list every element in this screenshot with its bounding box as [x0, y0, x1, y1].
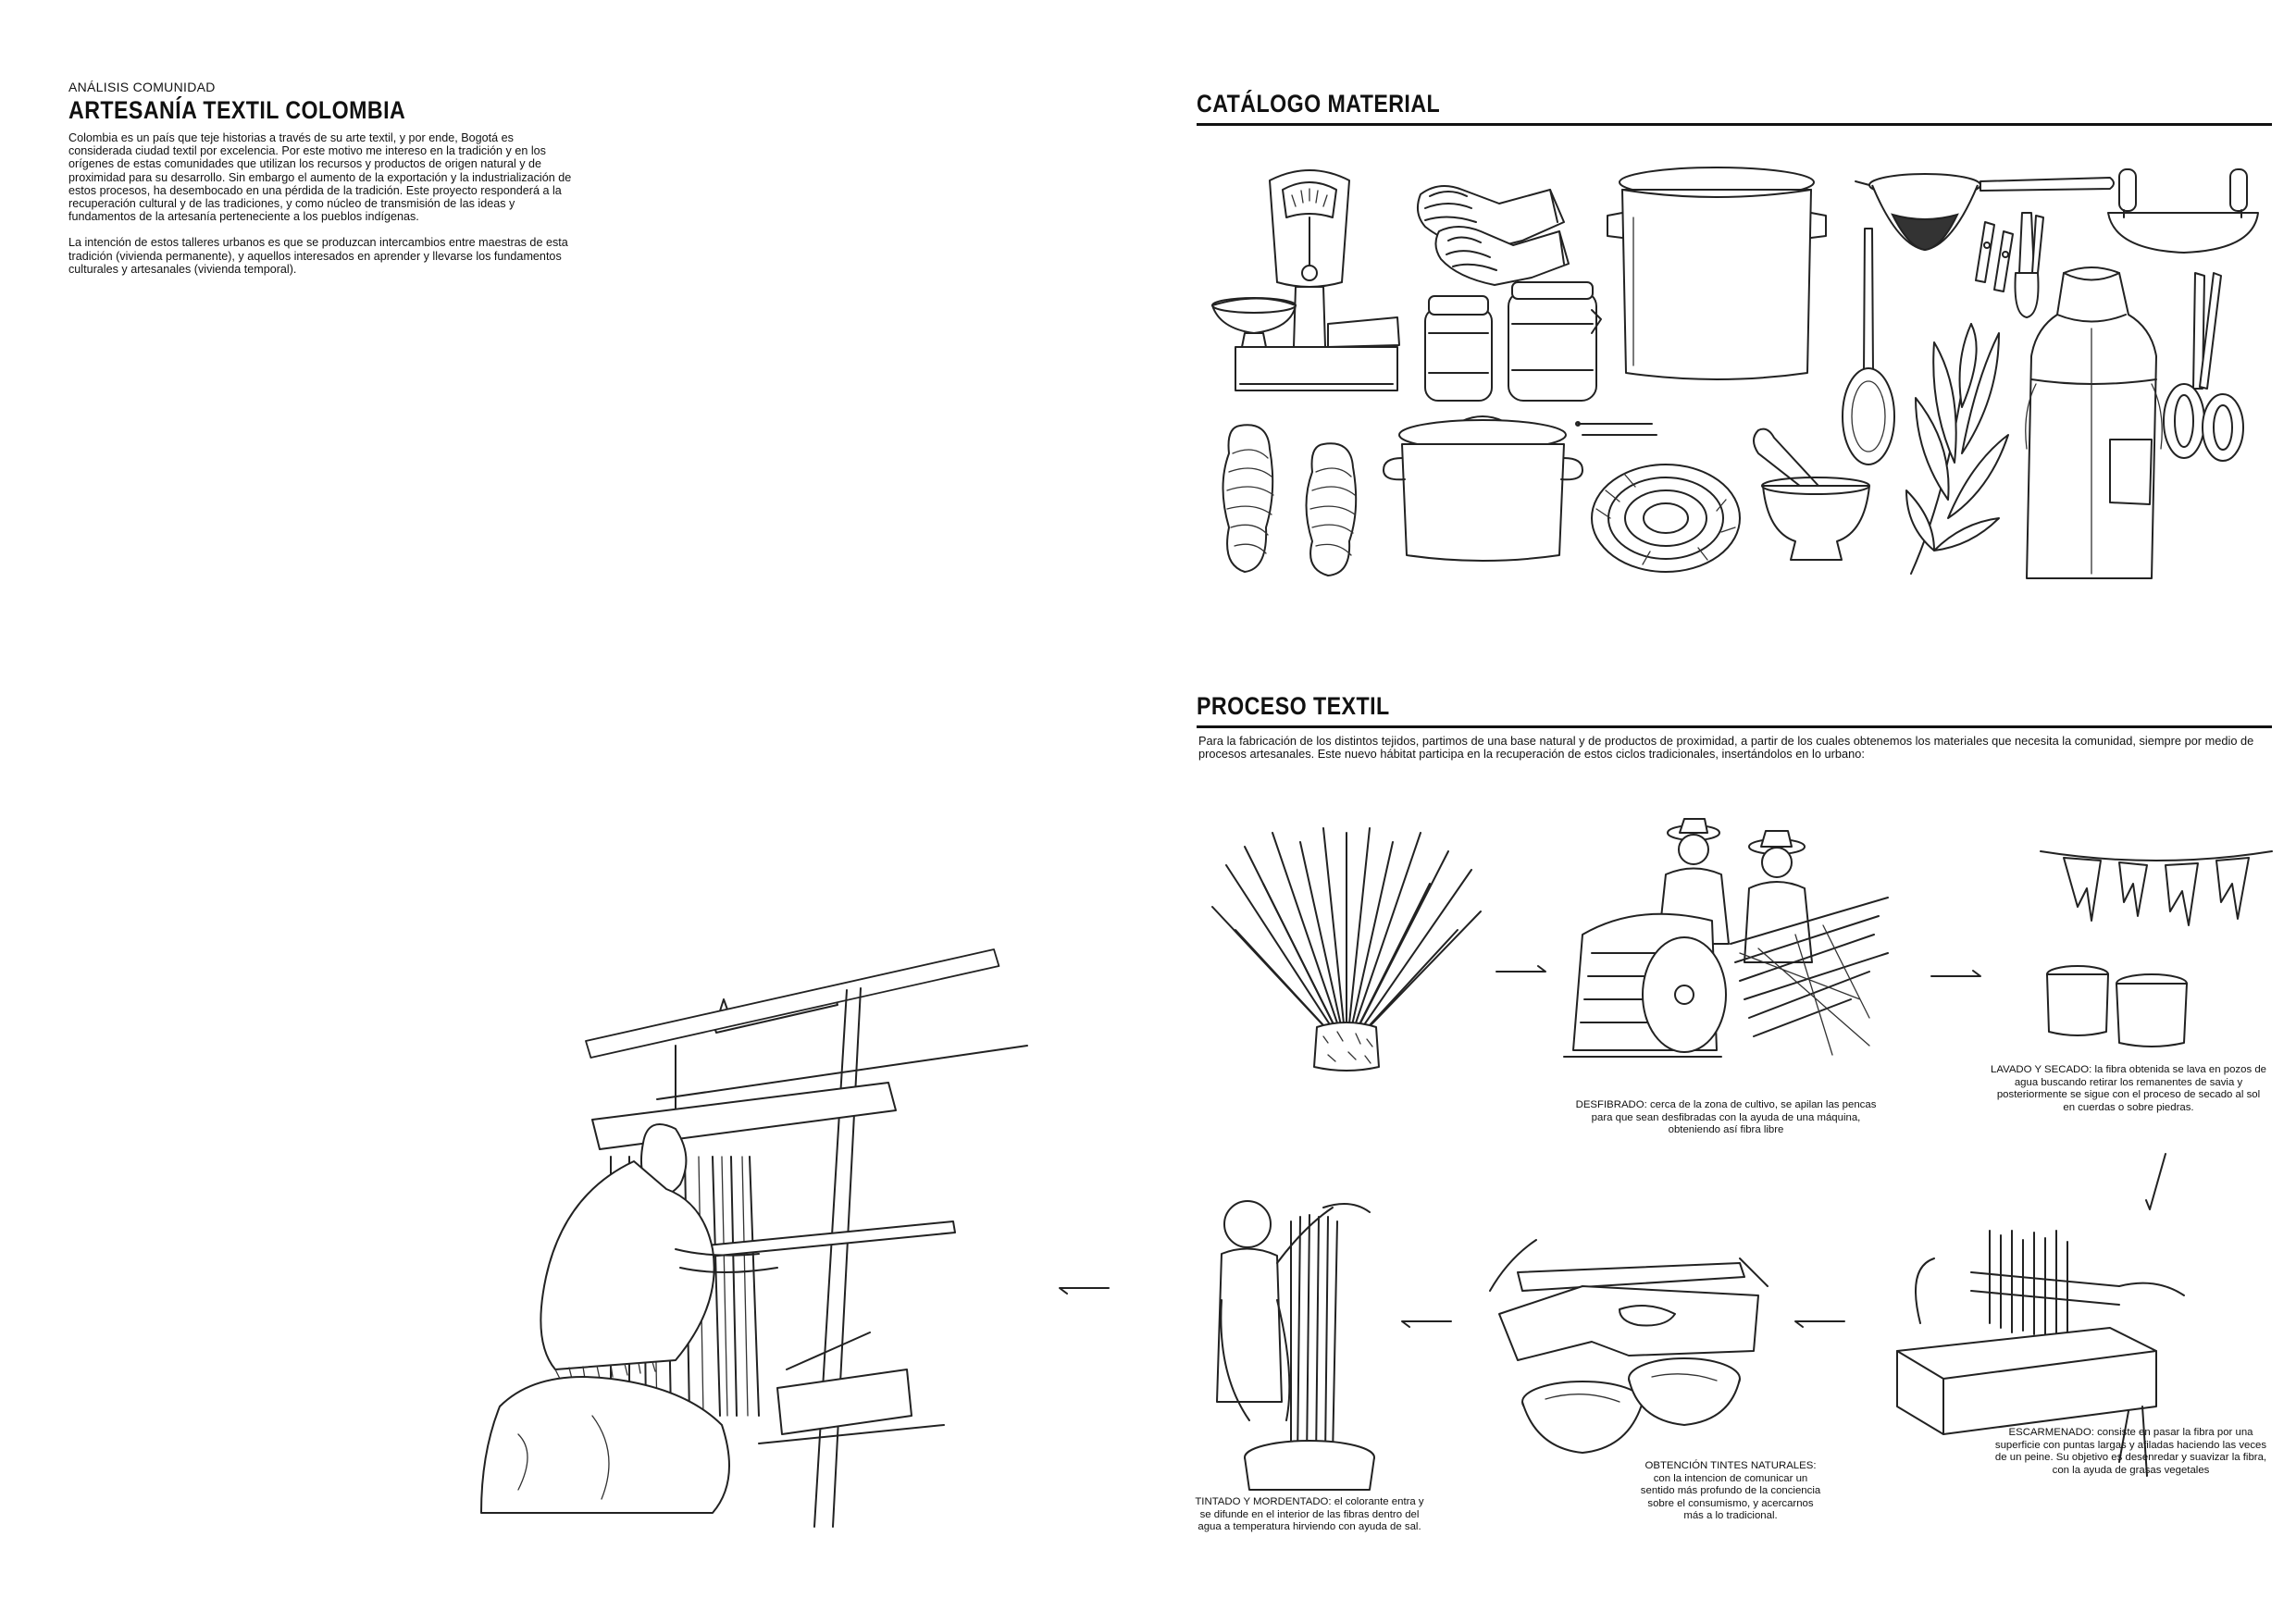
- mortar-pestle-illustration: [1744, 421, 1883, 569]
- scissors-illustration: [2156, 268, 2249, 467]
- process-title: PROCESO TEXTIL: [1197, 692, 1390, 720]
- lavado-secado-illustration: [2036, 837, 2277, 1046]
- process-divider: [1197, 725, 2272, 728]
- tintes-caption: OBTENCIÓN TINTES NATURALES: con la intencion de comunicar un sentido más profundo de la conciencia sobre el consumismo, y acercarnos más a lo tradicional.: [1640, 1460, 1821, 1522]
- scale-illustration: [1203, 162, 1416, 398]
- arrow-down: [2142, 1152, 2170, 1217]
- section-kicker: ANÁLISIS COMUNIDAD: [68, 80, 216, 94]
- intro-paragraph-1: Colombia es un país que teje historias a través de su arte textil, y por ende, Bogotá es considerada ciudad textil por excelencia. Por este motivo me intereso en la tradición y en los orígenes de estas comunidades que utilizan los recursos y productos de origen natural y de proximidad para su desarrollo. Sin embargo el aumento de la exportación y la industrialización de estos procesos, ha desembocado en una pérdida de la tradición. Este proyecto responderá a la recuperación cultural y de las tradiciones, y como núcleo de transmisión de las ideas y fundamentos de la artesanía perteneciente a los pueblos indígenas.: [68, 131, 572, 224]
- backstrap-loom-weaver-illustration: [481, 972, 1013, 1545]
- stock-pot-illustration: [1606, 162, 1828, 389]
- rope-coil-illustration: [1587, 453, 1749, 578]
- intro-text: [68, 131, 579, 276]
- yarn-skeins-illustration: [1212, 416, 1388, 578]
- catalog-title: CATÁLOGO MATERIAL: [1197, 90, 1441, 118]
- tintes-naturales-illustration: [1481, 1221, 1768, 1462]
- arrow-right-2: [1930, 967, 1985, 985]
- arrow-left-1: [1791, 1312, 1846, 1331]
- mezzaluna-knife-illustration: [2101, 162, 2267, 259]
- lavado-caption: LAVADO Y SECADO: la fibra obtenida se lava en pozos de agua buscando retirar los remanentes de savia y posteriormente se sigue con el proceso de secado al sol en cuerdas o sobre piedras.: [1990, 1064, 2266, 1113]
- tintado-caption: TINTADO Y MORDENTADO: el colorante entra y se difunde en el interior de las fibras dentro del agua a temperatura hirviendo con ayuda de sal.: [1195, 1496, 1424, 1533]
- apron-illustration: [2022, 264, 2161, 583]
- escarmenado-caption: ESCARMENADO: consiste en pasar la fibra por una superficie con puntas largas y afiladas haciendo las veces de un peine. Su objetivo es desenredar y suavizar la fibra, con la ayuda de grasas vegetales: [1994, 1427, 2267, 1476]
- process-intro-text: Para la fabricación de los distintos tejidos, partimos de una base natural y de productos de proximidad, a partir de los cuales obtenemos los materiales que necesita la comunidad, siempre por medio de procesos artesanales. Este nuevo hábitat participa en la recuperación de estos ciclos tradicionales, insertándolos en lo urbano:: [1198, 734, 2254, 762]
- jars-illustration: [1416, 282, 1610, 407]
- desfibrado-caption: DESFIBRADO: cerca de la zona de cultivo, se apilan las pencas para que sean desfibradas con la ayuda de una máquina, obteniendo así fibra libre: [1575, 1099, 1877, 1136]
- arrow-right-1: [1495, 962, 1550, 981]
- intro-paragraph-2: La intención de estos talleres urbanos es que se produzcan intercambios entre maestras de esta tradición (vivienda permanente), y aquellos interesados en aprender y llevarse los fundamentos culturales y artesanales (vivienda temporal).: [68, 236, 568, 276]
- needles-illustration: [1573, 416, 1661, 453]
- arrow-left-weaver: [1060, 1277, 1115, 1295]
- page-title: ARTESANÍA TEXTIL COLOMBIA: [68, 96, 406, 124]
- fique-plant-illustration: [1208, 828, 1485, 1073]
- gloves-illustration: [1411, 176, 1578, 296]
- tintado-illustration: [1203, 1189, 1407, 1494]
- leaf-branch-illustration: [1897, 305, 2027, 583]
- desfibrado-illustration: [1555, 814, 1897, 1073]
- catalog-divider: [1197, 123, 2272, 126]
- cooking-pot-illustration: [1379, 407, 1587, 569]
